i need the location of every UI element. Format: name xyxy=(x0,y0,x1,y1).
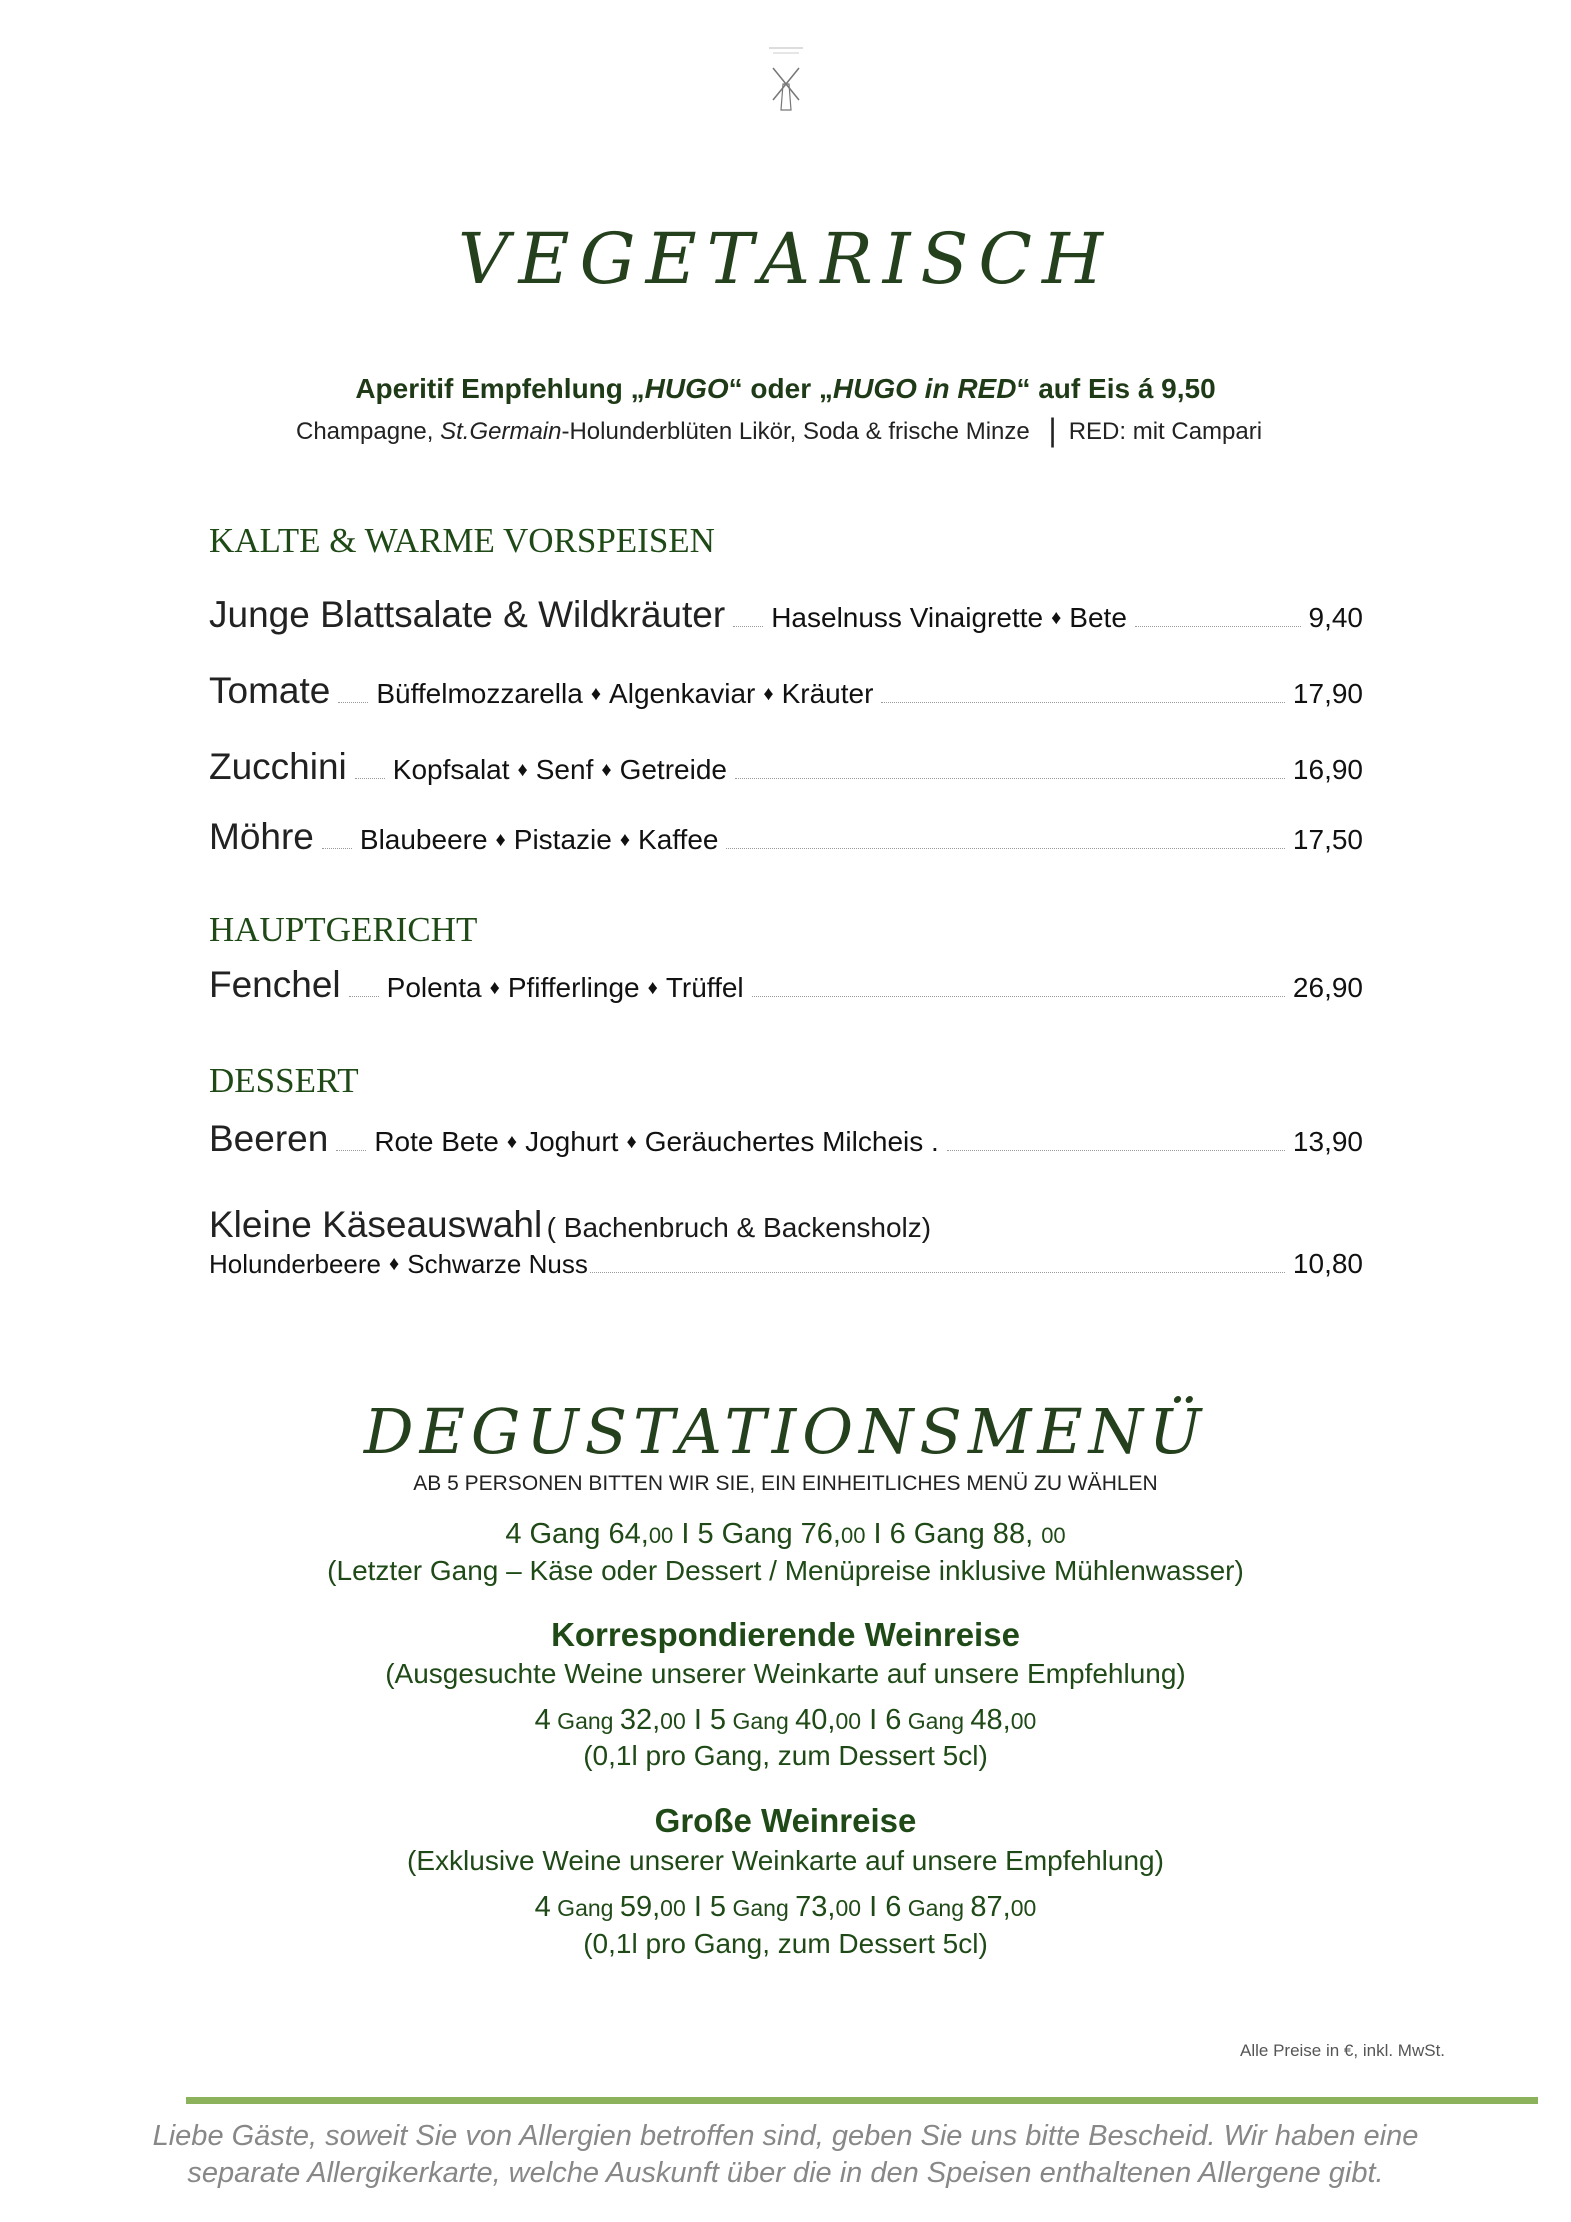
tasting-price-cents: 00 xyxy=(648,1523,674,1548)
dish-name: Fenchel xyxy=(209,964,341,1005)
price-note: Alle Preise in €, inkl. MwSt. xyxy=(1240,2041,1446,2060)
dish-price: 17,90 xyxy=(1292,678,1363,709)
divider-line xyxy=(186,2097,1538,2104)
wine-price-part: I 6 xyxy=(861,1891,902,1923)
dish-component: Pfifferlinge xyxy=(507,972,640,1003)
dot-leader xyxy=(726,848,1284,849)
aperitif-headline: Aperitif Empfehlung „HUGO“ oder „HUGO in RED“ auf Eis á 9,50 xyxy=(355,373,1216,404)
section-title-dessert: DESSERT xyxy=(209,1061,359,1100)
dish-component: Büffelmozzarella xyxy=(376,678,583,709)
dish-component: Pistazie xyxy=(513,824,612,855)
diamond-separator-icon: ♦ xyxy=(1051,607,1062,629)
dot-leader xyxy=(355,778,385,779)
wine-price-part: 00 xyxy=(1010,1895,1037,1921)
wine-price-part: 59, xyxy=(619,1891,661,1923)
dish-price: 13,90 xyxy=(1292,1126,1363,1157)
wine-price-part: Gang xyxy=(550,1708,620,1734)
wine-price-part: 00 xyxy=(835,1895,862,1921)
wine-price-part: Gang xyxy=(550,1895,620,1921)
tasting-price-cents: 00 xyxy=(1041,1523,1066,1548)
dish-component: Getreide xyxy=(619,754,727,785)
wine-price-part: 48, xyxy=(970,1704,1011,1736)
allergy-footer xyxy=(0,2118,1571,2192)
wine-price-part: I 5 xyxy=(685,1891,727,1923)
windmill-logo-icon xyxy=(765,44,807,112)
dish-name: Junge Blattsalate & Wildkräuter xyxy=(209,594,726,635)
dot-leader xyxy=(735,778,1285,779)
section-title-starters: KALTE & WARME VORSPEISEN xyxy=(209,521,715,560)
dot-leader xyxy=(947,1150,1285,1151)
diamond-separator-icon: ♦ xyxy=(601,759,612,781)
dot-leader xyxy=(338,702,368,703)
diamond-separator-icon: ♦ xyxy=(517,759,528,781)
dish-component: Senf xyxy=(535,754,594,785)
dish-description xyxy=(387,972,744,1004)
tasting-price-label: I 6 Gang 88, xyxy=(865,1518,1042,1550)
wine-price-part: 4 xyxy=(534,1891,551,1923)
dish-description xyxy=(374,1126,938,1158)
tasting-price-cents: 00 xyxy=(840,1523,866,1548)
wine-price-part: 00 xyxy=(835,1708,862,1734)
dot-leader xyxy=(349,996,379,997)
wine-price-part: 40, xyxy=(795,1704,836,1736)
menu-item-row xyxy=(209,746,1363,788)
wine1-prices xyxy=(0,1704,1571,1737)
diamond-separator-icon: ♦ xyxy=(626,1131,637,1153)
menu-item-row xyxy=(209,594,1363,636)
dish-name: Beeren xyxy=(209,1118,329,1159)
tasting-price-label: 4 Gang 64, xyxy=(505,1518,649,1550)
page-title: VEGETARISCH xyxy=(458,218,1113,300)
wine-price-part: Gang xyxy=(726,1708,796,1734)
dot-leader xyxy=(322,848,352,849)
wine-price-part: Gang xyxy=(726,1895,796,1921)
dish-component: Bete xyxy=(1069,602,1127,633)
wine-price-part: 32, xyxy=(619,1704,661,1736)
dot-leader xyxy=(1135,626,1301,627)
wine-price-part: 4 xyxy=(534,1704,551,1736)
diamond-separator-icon: ♦ xyxy=(619,829,631,851)
dish-price: 9,40 xyxy=(1308,602,1363,633)
menu-item-row xyxy=(209,816,1363,858)
wine1-subtitle: (Ausgesuchte Weine unserer Weinkarte auf unsere Empfehlung) xyxy=(385,1658,1186,1689)
wine-price-part: 00 xyxy=(660,1708,686,1734)
wine1-title: Korrespondierende Weinreise xyxy=(551,1616,1020,1653)
diamond-separator-icon: ♦ xyxy=(763,683,774,705)
wine-price-part: I 6 xyxy=(861,1704,902,1736)
wine2-prices xyxy=(0,1891,1571,1924)
menu-item-row xyxy=(209,1118,1363,1160)
dish-price: 17,50 xyxy=(1292,824,1363,855)
wine2-subtitle: (Exklusive Weine unserer Weinkarte auf unsere Empfehlung) xyxy=(407,1845,1164,1876)
dot-leader xyxy=(733,626,763,627)
menu-item-row xyxy=(209,670,1363,712)
cheese-price: 10,80 xyxy=(1292,1248,1363,1279)
wine2-title: Große Weinreise xyxy=(654,1802,917,1839)
diamond-separator-icon: ♦ xyxy=(590,683,602,705)
wine-price-part: Gang xyxy=(901,1895,971,1921)
wine2-note: (0,1l pro Gang, zum Dessert 5cl) xyxy=(583,1928,988,1959)
dish-name: Möhre xyxy=(209,816,314,857)
footer-line-1: Liebe Gäste, soweit Sie von Allergien betroffen sind, geben Sie uns bitte Bescheid. Wir haben eine xyxy=(152,2120,1419,2152)
dish-price: 16,90 xyxy=(1292,754,1363,785)
dish-component: Haselnuss Vinaigrette xyxy=(771,602,1044,633)
dish-component: Schwarze Nuss xyxy=(407,1249,588,1279)
tasting-subtitle: AB 5 PERSONEN BITTEN WIR SIE, EIN EINHEITLICHES MENÜ ZU WÄHLEN xyxy=(413,1472,1158,1495)
diamond-separator-icon: ♦ xyxy=(506,1131,518,1153)
dish-component: Kräuter xyxy=(781,678,874,709)
tasting-note: (Letzter Gang – Käse oder Dessert / Menüpreise inklusive Mühlenwasser) xyxy=(327,1555,1244,1586)
dish-component: Trüffel xyxy=(665,972,744,1003)
aperitif-description: Champagne, St.Germain-Holunderblüten Likör, Soda & frische Minze | RED: mit Campari xyxy=(296,412,1263,448)
dish-component: Algenkaviar xyxy=(609,678,756,709)
footer-line-2: separate Allergikerkarte, welche Auskunft über die in den Speisen enthaltenen Allergene gibt. xyxy=(187,2157,1384,2189)
diamond-separator-icon: ♦ xyxy=(647,977,658,999)
tasting-prices xyxy=(0,1518,1571,1551)
dot-leader xyxy=(752,996,1285,997)
diamond-separator-icon: ♦ xyxy=(489,977,500,999)
diamond-separator-icon: ♦ xyxy=(389,1253,400,1275)
dish-name: Zucchini xyxy=(209,746,347,787)
wine-price-part: 00 xyxy=(660,1895,686,1921)
wine-price-part: 00 xyxy=(1010,1708,1037,1734)
dish-component: Rote Bete xyxy=(374,1126,499,1157)
dish-description xyxy=(771,602,1127,634)
cheese-row xyxy=(209,1248,1363,1280)
cheese-title: Kleine Käseauswahl ( Bachenbruch & Backensholz) xyxy=(209,1204,932,1245)
wine1-note: (0,1l pro Gang, zum Dessert 5cl) xyxy=(583,1740,988,1771)
dish-description xyxy=(393,754,727,786)
dot-leader xyxy=(881,702,1285,703)
menu-item-row xyxy=(209,964,1363,1006)
dish-component: Holunderbeere xyxy=(209,1249,382,1279)
tasting-title: DEGUSTATIONSMENÜ xyxy=(363,1395,1208,1468)
wine-price-part: 87, xyxy=(970,1891,1011,1923)
wine-price-part: Gang xyxy=(901,1708,971,1734)
dish-name: Tomate xyxy=(209,670,331,711)
dot-leader xyxy=(336,1150,366,1151)
wine-price-part: I 5 xyxy=(685,1704,727,1736)
dish-component: Blaubeere xyxy=(359,824,488,855)
tasting-price-label: I 5 Gang 76, xyxy=(673,1518,841,1550)
dish-component: Kopfsalat xyxy=(392,754,510,785)
wine-price-part: 73, xyxy=(795,1891,836,1923)
dish-description xyxy=(360,824,719,856)
dish-component: Kaffee xyxy=(638,824,719,855)
dish-price: 26,90 xyxy=(1292,972,1363,1003)
cheese-components xyxy=(209,1249,588,1280)
dish-description xyxy=(376,678,873,710)
section-title-main: HAUPTGERICHT xyxy=(209,910,478,949)
dish-component: Polenta xyxy=(386,972,482,1003)
dish-component: Joghurt xyxy=(525,1126,619,1157)
diamond-separator-icon: ♦ xyxy=(495,829,506,851)
dish-component: Geräuchertes Milcheis . xyxy=(644,1126,939,1157)
